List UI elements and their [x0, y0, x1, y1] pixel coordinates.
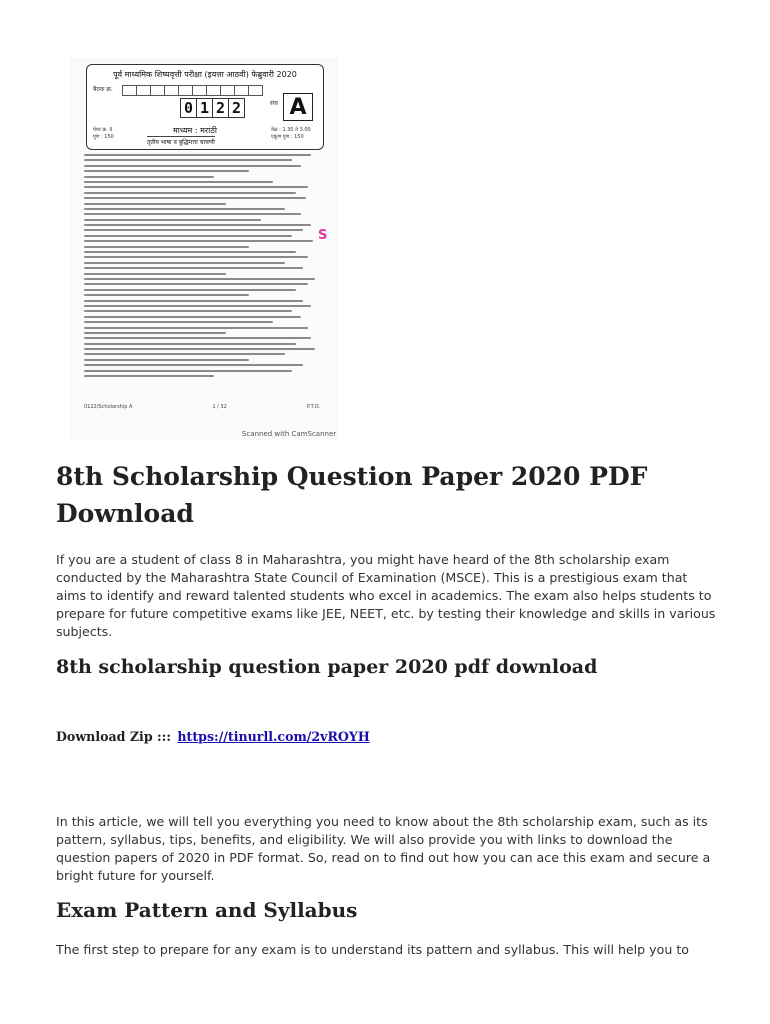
article-title: 8th Scholarship Question Paper 2020 PDF Download: [56, 462, 648, 528]
scan-text-line: [84, 256, 308, 258]
scan-text-line: [84, 165, 301, 167]
scan-footer-code: 0122/Scholarship A: [84, 404, 133, 410]
scan-instructions-text: [84, 154, 320, 380]
scan-text-line: [84, 273, 226, 275]
scan-right-info: [271, 127, 311, 141]
article-paragraph: In this article, we will tell you everything you need to know about the 8th scholarship exam, such as its pattern, syllabus, tips, benefits, and eligibility. We will also provide you with links to download the question papers of 2020 in PDF format. So, read on to find out how you can ace this exam and secure a bright future for yourself.: [56, 814, 711, 883]
scan-text-line: [84, 186, 308, 188]
scan-text-line: [84, 262, 285, 264]
scan-text-line: [84, 267, 303, 269]
exam-pattern-paragraph: The first step to prepare for any exam is to understand its pattern and syllabus. This will help you to: [56, 942, 689, 957]
scan-text-line: [84, 278, 315, 280]
scan-left-info: [93, 127, 114, 141]
camscanner-watermark: Scanned with CamScanner: [242, 430, 337, 438]
exam-pattern-heading: Exam Pattern and Syllabus: [56, 898, 358, 922]
scan-text-line: [84, 310, 292, 312]
scan-text-line: [84, 343, 296, 345]
paper-code-boxes: [181, 98, 245, 118]
scan-text-line: [84, 170, 249, 172]
code-digit: 0: [180, 98, 197, 118]
scan-medium: माध्यम : मराठी: [173, 126, 217, 135]
scan-text-line: [84, 364, 303, 366]
scan-text-line: [84, 235, 292, 237]
scan-footer: [84, 404, 320, 410]
scan-text-line: [84, 283, 308, 285]
intro-paragraph: If you are a student of class 8 in Maharashtra, you might have heard of the 8th scholarship exam conducted by the Maharashtra State Council of Examination (MSCE). This is a prestigious exam that aims to identify and reward talented students who excel in academics. The exam also helps students to prepare for future competitive exams like JEE, NEET, etc. by testing their knowledge and skills in various subjects.: [56, 552, 716, 639]
scan-text-line: [84, 213, 301, 215]
scan-text-line: [84, 192, 296, 194]
scan-text-line: [84, 181, 273, 183]
scan-paper: [78, 64, 324, 408]
scan-header-box: [86, 64, 324, 150]
paper-number: पेपर क्र. II: [93, 127, 113, 133]
scan-text-line: [84, 370, 292, 372]
scan-text-line: [84, 327, 308, 329]
scan-text-line: [84, 246, 249, 248]
scan-text-line: [84, 337, 311, 339]
scan-text-line: [84, 353, 285, 355]
scan-text-line: [84, 321, 273, 323]
set-letter-box: A: [283, 93, 313, 121]
download-row: [56, 729, 370, 744]
code-digit: 2: [228, 98, 245, 118]
scan-text-line: [84, 208, 285, 210]
scan-text-line: [84, 294, 249, 296]
download-link[interactable]: https://tinurll.com/2vROYH: [177, 729, 370, 744]
scan-text-line: [84, 316, 301, 318]
scan-footer-pto: P.T.O.: [306, 404, 320, 410]
scan-text-line: [84, 224, 311, 226]
scan-text-line: [84, 176, 214, 178]
set-label: संच: [270, 100, 278, 107]
paper-marks: गुण : 150: [93, 134, 114, 140]
scan-header-title: पूर्व माध्यमिक शिष्यवृत्ती परीक्षा (इयत्ता आठवी) फेब्रुवारी 2020: [113, 70, 297, 79]
scan-text-line: [84, 159, 292, 161]
scan-text-line: [84, 203, 226, 205]
download-label: Download Zip :::: [56, 729, 171, 744]
scan-text-line: [84, 348, 315, 350]
scan-text-line: [84, 229, 303, 231]
code-digit: 2: [212, 98, 229, 118]
scan-text-line: [84, 219, 261, 221]
download-heading: 8th scholarship question paper 2020 pdf download: [56, 656, 598, 678]
scan-text-line: [84, 300, 303, 302]
scan-footer-page: 1 / 32: [212, 404, 227, 410]
scan-text-line: [84, 154, 311, 156]
total-marks: एकूण गुण : 150: [271, 134, 304, 140]
scan-text-line: [84, 289, 296, 291]
scan-text-line: [84, 197, 306, 199]
scan-text-line: [84, 375, 214, 377]
question-paper-scan-image: [70, 58, 338, 440]
scan-side-mark: S: [318, 228, 328, 243]
scan-text-line: [84, 332, 226, 334]
exam-time: वेळ : 1.30 ते 3.00: [271, 127, 311, 133]
scan-text-line: [84, 240, 313, 242]
seat-number-grid: [123, 85, 263, 96]
scan-seat-label: बैठक क्र.: [93, 86, 113, 93]
scan-text-line: [84, 251, 296, 253]
scan-text-line: [84, 359, 249, 361]
scan-subject: तृतीय भाषा व बुद्धिमत्ता चाचणी: [147, 136, 215, 146]
code-digit: 1: [196, 98, 213, 118]
scan-text-line: [84, 305, 311, 307]
